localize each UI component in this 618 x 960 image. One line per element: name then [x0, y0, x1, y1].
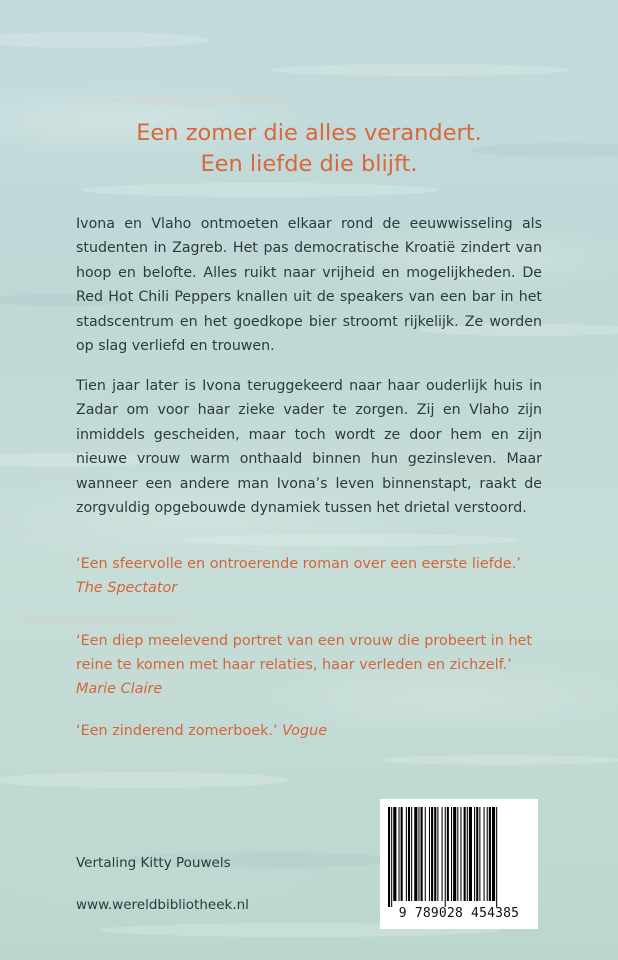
barcode-bar [479, 807, 480, 901]
review-quote-3 [76, 719, 546, 743]
barcode-bar [391, 807, 392, 907]
isbn-number: 9 789028 454385 [398, 906, 520, 921]
barcode-bar [496, 807, 497, 907]
barcode-bar [447, 807, 449, 901]
tagline-line-1: Een zomer die alles verandert. [136, 120, 482, 146]
tagline [0, 118, 618, 180]
barcode-bar [414, 807, 417, 901]
barcode-bar [421, 807, 423, 901]
barcode-bar [434, 807, 436, 901]
barcode-bar [406, 807, 407, 901]
barcode-bar [476, 807, 478, 901]
barcode-bar [401, 807, 403, 901]
barcode-bar [429, 807, 430, 901]
barcode-bar [411, 807, 412, 901]
barcode-bar [451, 807, 452, 901]
barcode-bar [489, 807, 491, 901]
tagline-line-2: Een liefde die blijft. [200, 151, 418, 177]
review-quote-1 [76, 552, 546, 600]
barcode-bar [460, 807, 461, 901]
barcode-bar [437, 807, 438, 901]
barcode-bar [393, 807, 396, 901]
quote-text: ‘Een zinderend zomerboek.’ [76, 723, 278, 739]
quote-text: ‘Een sfeervolle en ontroerende roman over een eerste liefde.’ [76, 556, 521, 572]
barcode-bar [445, 807, 446, 907]
barcode-bar [408, 807, 410, 901]
barcode-bar [467, 807, 468, 901]
barcode-bar [418, 807, 419, 901]
barcode-bar [442, 807, 443, 901]
barcode-bar [457, 807, 458, 901]
quote-text: ‘Een diep meelevend portret van een vrouw die probeert in het reine te komen met haar relaties, haar verleden en zichzelf.’ [76, 633, 533, 673]
synopsis-paragraph-1: Ivona en Vlaho ontmoeten elkaar rond de eeuwwisseling als studenten in Zagreb. Het pas democratische Kroatië zindert van hoop en belofte. Alles ruikt naar vrijheid en mogelijkheden. De Red Hot Chili Peppers knallen uit de speakers van een bar in het stadscentrum en het goedkope bier stroomt rijkelijk. Ze worden op slag verliefd en trouwen. [76, 216, 542, 355]
barcode-bar [431, 807, 433, 901]
barcode-bar [453, 807, 456, 901]
barcode-bar [469, 807, 472, 901]
quote-source: Vogue [282, 723, 328, 739]
publisher-website[interactable]: www.wereldbibliotheek.nl [76, 897, 249, 913]
isbn-barcode [380, 799, 538, 929]
barcode-bar [388, 807, 390, 907]
synopsis-paragraph-2: Tien jaar later is Ivona teruggekeerd naar haar ouderlijk huis in Zadar om voor haar zieke vader te zorgen. Zij en Vlaho zijn inmiddels gescheiden, maar toch wordt ze door hem en zijn nieuwe vrouw warm onthaald binnen hun gezinsleven. Maar wanneer een andere man Ivona’s leven binnenstapt, raakt de zorgvuldig opgebouwde dynamiek tussen het drietal verstoord. [76, 378, 542, 517]
barcode-bar [474, 807, 475, 901]
quote-source: Marie Claire [76, 681, 163, 697]
barcode-bars [388, 807, 530, 907]
barcode-bar [425, 807, 426, 901]
review-quote-2 [76, 629, 546, 701]
quote-source: The Spectator [76, 580, 178, 596]
barcode-bar [464, 807, 466, 901]
barcode-bar [399, 807, 400, 901]
barcode-bar [492, 807, 495, 901]
barcode-bar [484, 807, 485, 901]
barcode-bar [487, 807, 488, 901]
translator-credit: Vertaling Kitty Pouwels [76, 855, 231, 871]
